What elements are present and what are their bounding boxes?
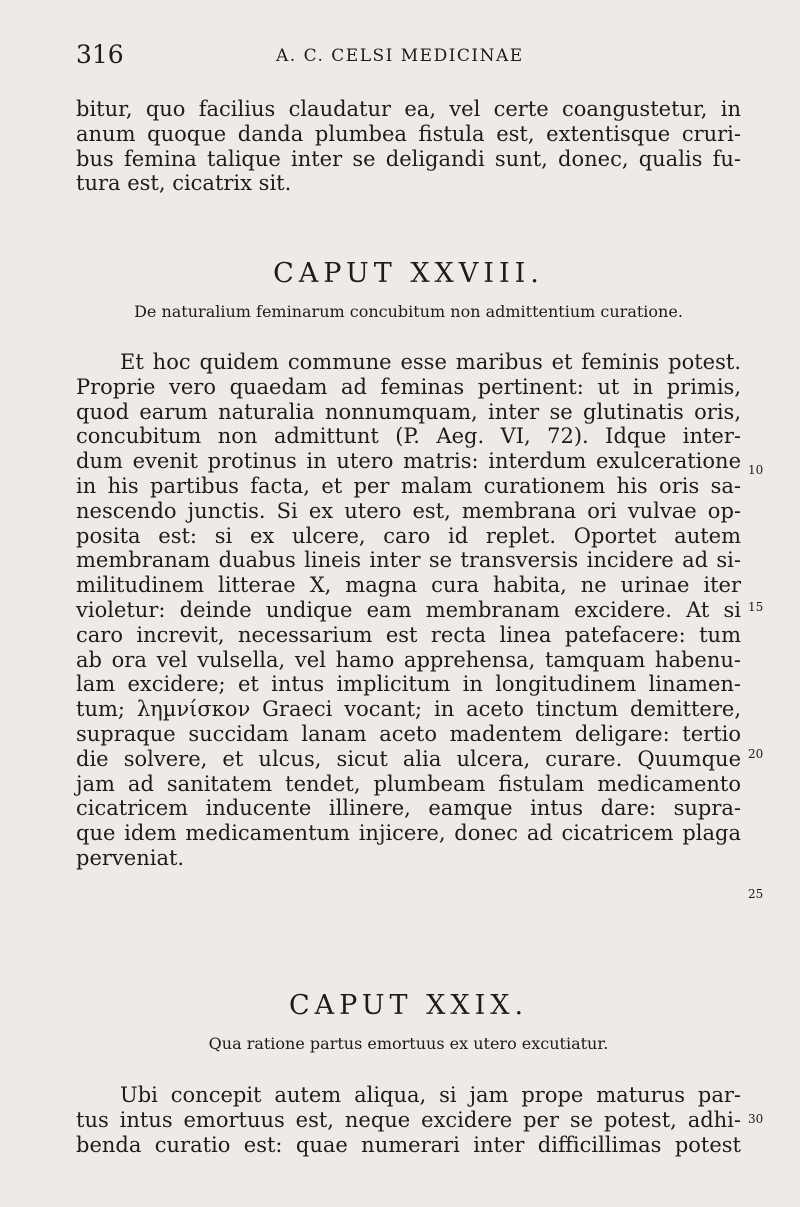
text-line: concubitum non admittunt (P. Aeg. VI, 72). Idque inter- [76, 424, 741, 449]
page-header [76, 40, 741, 74]
text-line: Et hoc quidem commune esse maribus et feminis potest. [120, 350, 741, 374]
text-line: in his partibus facta, et per malam curationem his oris sa- [76, 473, 741, 498]
text-line: cicatricem inducente illinere, eamque intus dare: supra- [76, 796, 741, 821]
chapter-29-text [76, 1083, 741, 1157]
text-line: anum quoque danda plumbea fistula est, extentisque cruri- [76, 121, 741, 146]
text-line: tus intus emortuus est, neque excidere per se potest, adhi- [76, 1107, 741, 1132]
top-paragraph [76, 97, 741, 196]
text-line: dum evenit protinus in utero matris: interdum exulceratione [76, 449, 741, 474]
margin-line-number: 15 [748, 600, 764, 614]
margin-line-number: 25 [748, 887, 764, 901]
text-line: perveniat. [76, 845, 185, 870]
chapter-subtitle-28: De naturalium feminarum concubitum non admittentium curatione. [134, 302, 683, 321]
page-number: 316 [76, 40, 124, 69]
text-line: posita est: si ex ulcere, caro id replet. Oportet autem [76, 523, 741, 548]
text-line: supraque succidam lanam aceto madentem deligare: tertio [76, 721, 741, 746]
text-line: Ubi concepit autem aliqua, si jam prope maturus par- [120, 1083, 741, 1107]
margin-line-number: 20 [748, 747, 764, 761]
text-line: nescendo junctis. Si ex utero est, membrana ori vulvae op- [76, 498, 741, 523]
chapter-heading-29: CAPUT XXIX. [288, 990, 529, 1021]
text-line: lam excidere; et intus implicitum in longitudinem linamen- [76, 672, 741, 697]
margin-line-number: 10 [748, 463, 764, 477]
text-line: caro increvit, necessarium est recta linea patefacere: tum [76, 622, 741, 647]
text-line: militudinem litterae X, magna cura habita, ne urinae iter [76, 573, 741, 598]
text-line: violetur: deinde undique eam membranam excidere. At si [76, 597, 741, 622]
text-line: tum; ληµνίσκον Graeci vocant; in aceto tinctum demittere, [76, 697, 741, 722]
running-title: A. C. CELSI MEDICINAE [276, 46, 524, 66]
text-line: bitur, quo facilius claudatur ea, vel certe coangustetur, in [76, 97, 741, 121]
text-line: ab ora vel vulsella, vel hamo apprehensa, tamquam habenu- [76, 647, 741, 672]
text-line: die solvere, et ulcus, sicut alia ulcera, curare. Quumque [76, 746, 741, 771]
margin-line-number: 30 [748, 1112, 764, 1126]
text-line: tura est, cicatrix sit. [76, 171, 292, 196]
text-line: que idem medicamentum injicere, donec ad cicatricem plaga [76, 821, 741, 846]
chapter-subtitle-29: Qua ratione partus emortuus ex utero excutiatur. [208, 1034, 609, 1053]
text-line: Proprie vero quaedam ad feminas pertinent: ut in primis, [76, 374, 741, 399]
text-line: benda curatio est: quae numerari inter difficillimas potest [76, 1132, 741, 1157]
text-line: bus femina talique inter se deligandi sunt, donec, qualis fu- [76, 146, 741, 171]
chapter-28-text [76, 350, 741, 871]
text-line: quod earum naturalia nonnumquam, inter se glutinatis oris, [76, 399, 741, 424]
chapter-heading-28: CAPUT XXVIII. [273, 258, 544, 289]
text-line: membranam duabus lineis inter se transversis incidere ad si- [76, 548, 741, 573]
text-line: jam ad sanitatem tendet, plumbeam fistulam medicamento [76, 771, 741, 796]
